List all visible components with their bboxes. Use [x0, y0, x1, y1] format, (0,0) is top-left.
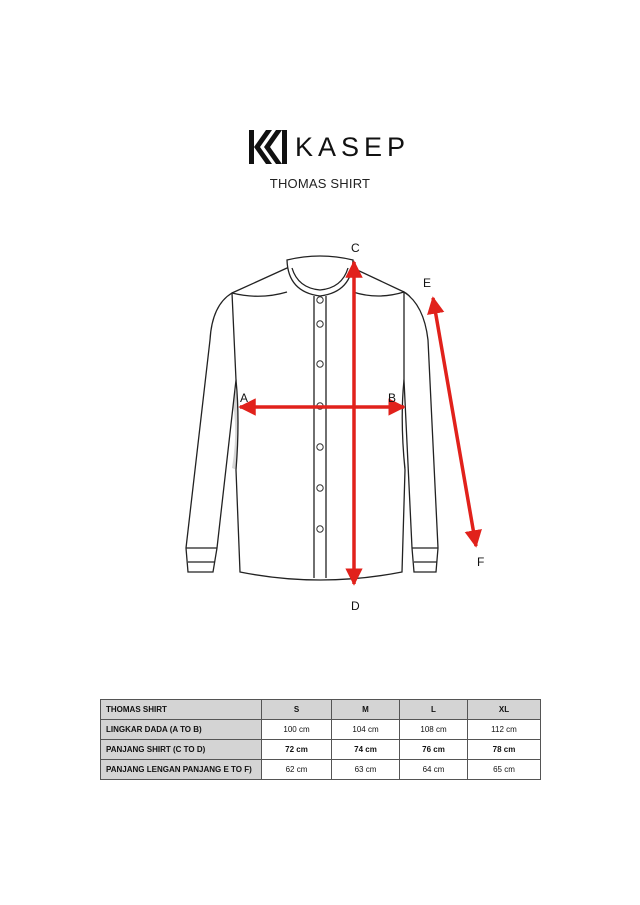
shirt-outline [186, 256, 438, 580]
cell-length-m: 74 cm [332, 740, 400, 760]
size-chart-title: THOMAS SHIRT [101, 700, 262, 720]
row-label-length: PANJANG SHIRT (C TO D) [101, 740, 262, 760]
point-d-label: D [351, 599, 360, 613]
table-row [101, 720, 541, 740]
table-row [101, 740, 541, 760]
cell-chest-s: 100 cm [262, 720, 332, 740]
row-label-chest: LINGKAR DADA (A TO B) [101, 720, 262, 740]
brand-name: KASEP [295, 131, 411, 162]
point-c-label: C [351, 241, 360, 255]
row-label-sleeve: PANJANG LENGAN PANJANG E TO F) [101, 760, 262, 780]
size-chart-table [100, 699, 541, 780]
cell-sleeve-l: 64 cm [400, 760, 468, 780]
cell-chest-m: 104 cm [332, 720, 400, 740]
sleeve-arrow [433, 298, 476, 546]
point-a-label: A [240, 391, 249, 405]
size-header-m: M [332, 700, 400, 720]
cell-sleeve-xl: 65 cm [468, 760, 541, 780]
cell-chest-xl: 112 cm [468, 720, 541, 740]
size-header-xl: XL [468, 700, 541, 720]
table-row [101, 760, 541, 780]
size-chart-header-row [101, 700, 541, 720]
cell-length-l: 76 cm [400, 740, 468, 760]
point-b-label: B [388, 391, 397, 405]
cell-chest-l: 108 cm [400, 720, 468, 740]
cell-sleeve-m: 63 cm [332, 760, 400, 780]
size-header-l: L [400, 700, 468, 720]
cell-length-xl: 78 cm [468, 740, 541, 760]
product-title: THOMAS SHIRT [269, 176, 371, 191]
point-f-label: F [477, 555, 485, 569]
point-e-label: E [423, 276, 432, 290]
cell-length-s: 72 cm [262, 740, 332, 760]
size-header-s: S [262, 700, 332, 720]
cell-sleeve-s: 62 cm [262, 760, 332, 780]
